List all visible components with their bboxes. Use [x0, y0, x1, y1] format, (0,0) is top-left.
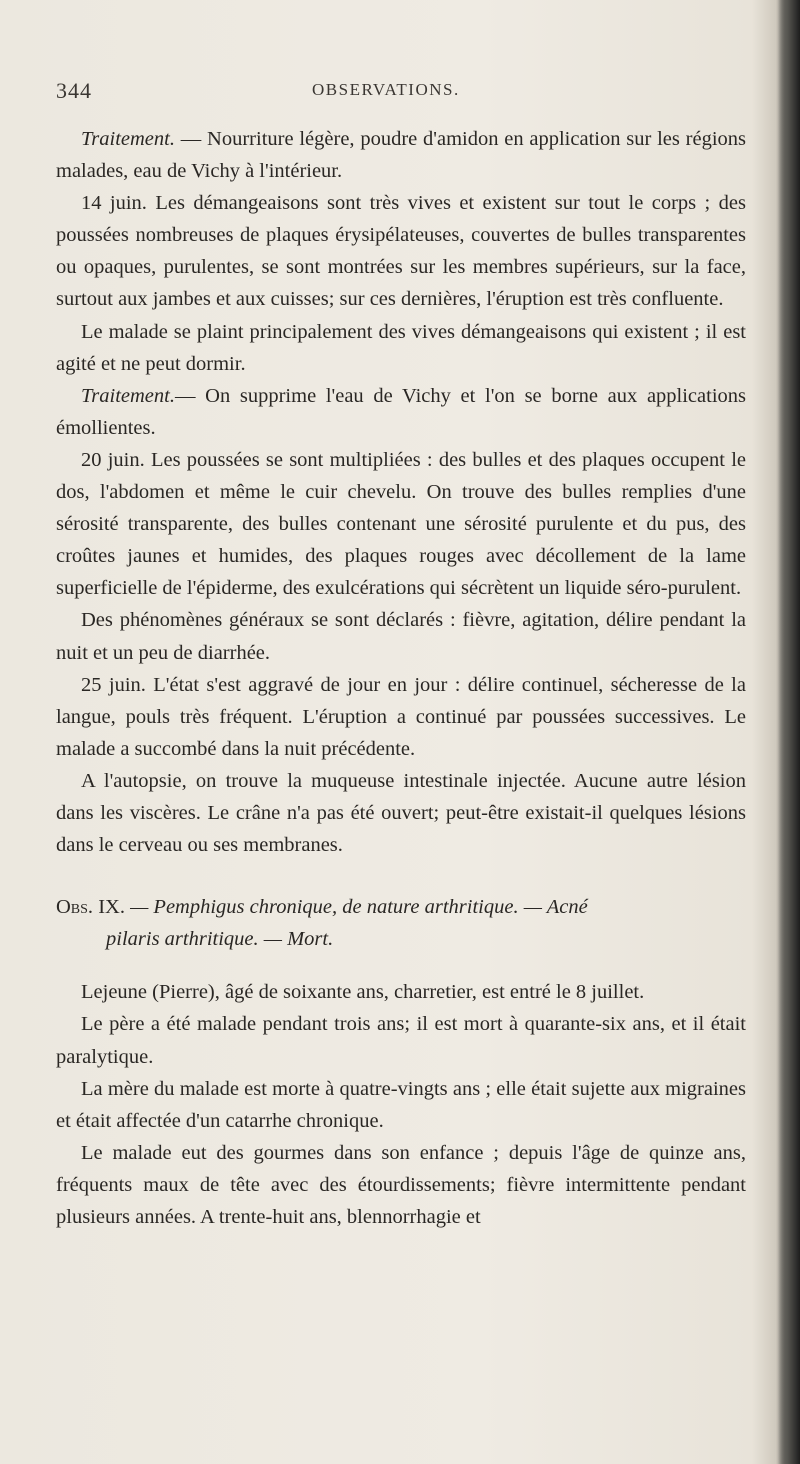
paragraph-lead: 14 juin.: [81, 192, 147, 215]
paragraph-complaint: [56, 316, 746, 380]
paragraph-mother: [56, 1073, 746, 1137]
paragraph-lead: Traitement.: [81, 384, 175, 407]
paragraph-june-25: [56, 669, 746, 765]
paragraph-patient-intro: [56, 976, 746, 1008]
paragraph-lead: Traitement.: [81, 128, 175, 150]
paragraph-treatment-2: [56, 380, 746, 444]
paragraph-body: — On supprime l'eau de Vichy et l'on se borne aux applications émollientes.: [56, 384, 746, 439]
observation-title-line2: pilaris arthritique. — Mort.: [106, 928, 334, 951]
paragraph-autopsy: [56, 765, 746, 861]
paragraph-body: Lejeune (Pierre), âgé de soixante ans, charretier, est entré le 8 juillet.: [81, 981, 645, 1004]
observation-label: Obs.: [56, 896, 94, 919]
paragraph-body: La mère du malade est morte à quatre-vingts ans ; elle était sujette aux migraines et était affectée d'un catarrhe chronique.: [56, 1077, 746, 1132]
paragraph-general-symptoms: [56, 604, 746, 668]
paragraph-lead: 25 juin.: [81, 673, 146, 696]
paragraph-body: Le père a été malade pendant trois ans; il est mort à quarante-six ans, et il était paralytique.: [56, 1013, 746, 1068]
paragraph-body: Le malade eut des gourmes dans son enfance ; depuis l'âge de quinze ans, fréquents maux de tête avec des étourdissements; fièvre intermittente pendant plusieurs années. A trente-huit ans, blennorrhagie et: [56, 1141, 746, 1228]
observation-title-line1: — Pemphigus chronique, de nature arthritique. — Acné: [124, 896, 588, 919]
observation-heading: [56, 891, 746, 955]
paragraph-june-14: [56, 187, 746, 315]
body-text: [56, 123, 746, 1233]
page-number: 344: [56, 78, 92, 103]
paragraph-history: [56, 1137, 746, 1233]
paragraph-body: Les démangeaisons sont très vives et existent sur tout le corps ; des poussées nombreuses de plaques érysipélateuses, couvertes de bulles transparentes ou opaques, purulentes, se sont montrées sur les membres supérieurs, sur la face, surtout aux jambes et aux cuisses; sur ces dernières, l'éruption est très confluente.: [56, 192, 746, 311]
paragraph-body: Les poussées se sont multipliées : des bulles et des plaques occupent le dos, l'abdomen et même le cuir chevelu. On trouve des bulles remplies d'une sérosité transparente, des bulles contenant une sérosité purulente et du pus, des croûtes jaunes et humides, des plaques rouges avec décollement de la lame superficielle de l'épiderme, des exulcérations qui sécrètent un liquide séro-purulent.: [56, 448, 746, 600]
paragraph-body: Le malade se plaint principalement des vives démangeaisons qui existent ; il est agité et ne peut dormir.: [56, 320, 746, 375]
paragraph-body: L'état s'est aggravé de jour en jour : délire continuel, sécheresse de la langue, pouls très fréquent. L'éruption a continué par poussées successives. Le malade a succombé dans la nuit précédente.: [56, 673, 746, 760]
paragraph-body: A l'autopsie, on trouve la muqueuse intestinale injectée. Aucune autre lésion dans les viscères. Le crâne n'a pas été ouvert; peut-être existait-il quelques lésions dans le cerveau ou ses membranes.: [56, 769, 746, 857]
paragraph-treatment-1: [56, 123, 746, 187]
page-binding-edge: [778, 0, 800, 1464]
paragraph-father: [56, 1008, 746, 1072]
running-title: OBSERVATIONS.: [312, 80, 460, 99]
paragraph-lead: 20 juin.: [81, 448, 145, 471]
paragraph-june-20: [56, 444, 746, 604]
paragraph-body: — Nourriture légère, poudre d'amidon en application sur les régions malades, eau de Vichy à l'intérieur.: [56, 128, 746, 183]
observation-number: IX.: [98, 896, 125, 919]
paragraph-body: Des phénomènes généraux se sont déclarés : fièvre, agitation, délire pendant la nuit et un peu de diarrhée.: [56, 609, 746, 664]
